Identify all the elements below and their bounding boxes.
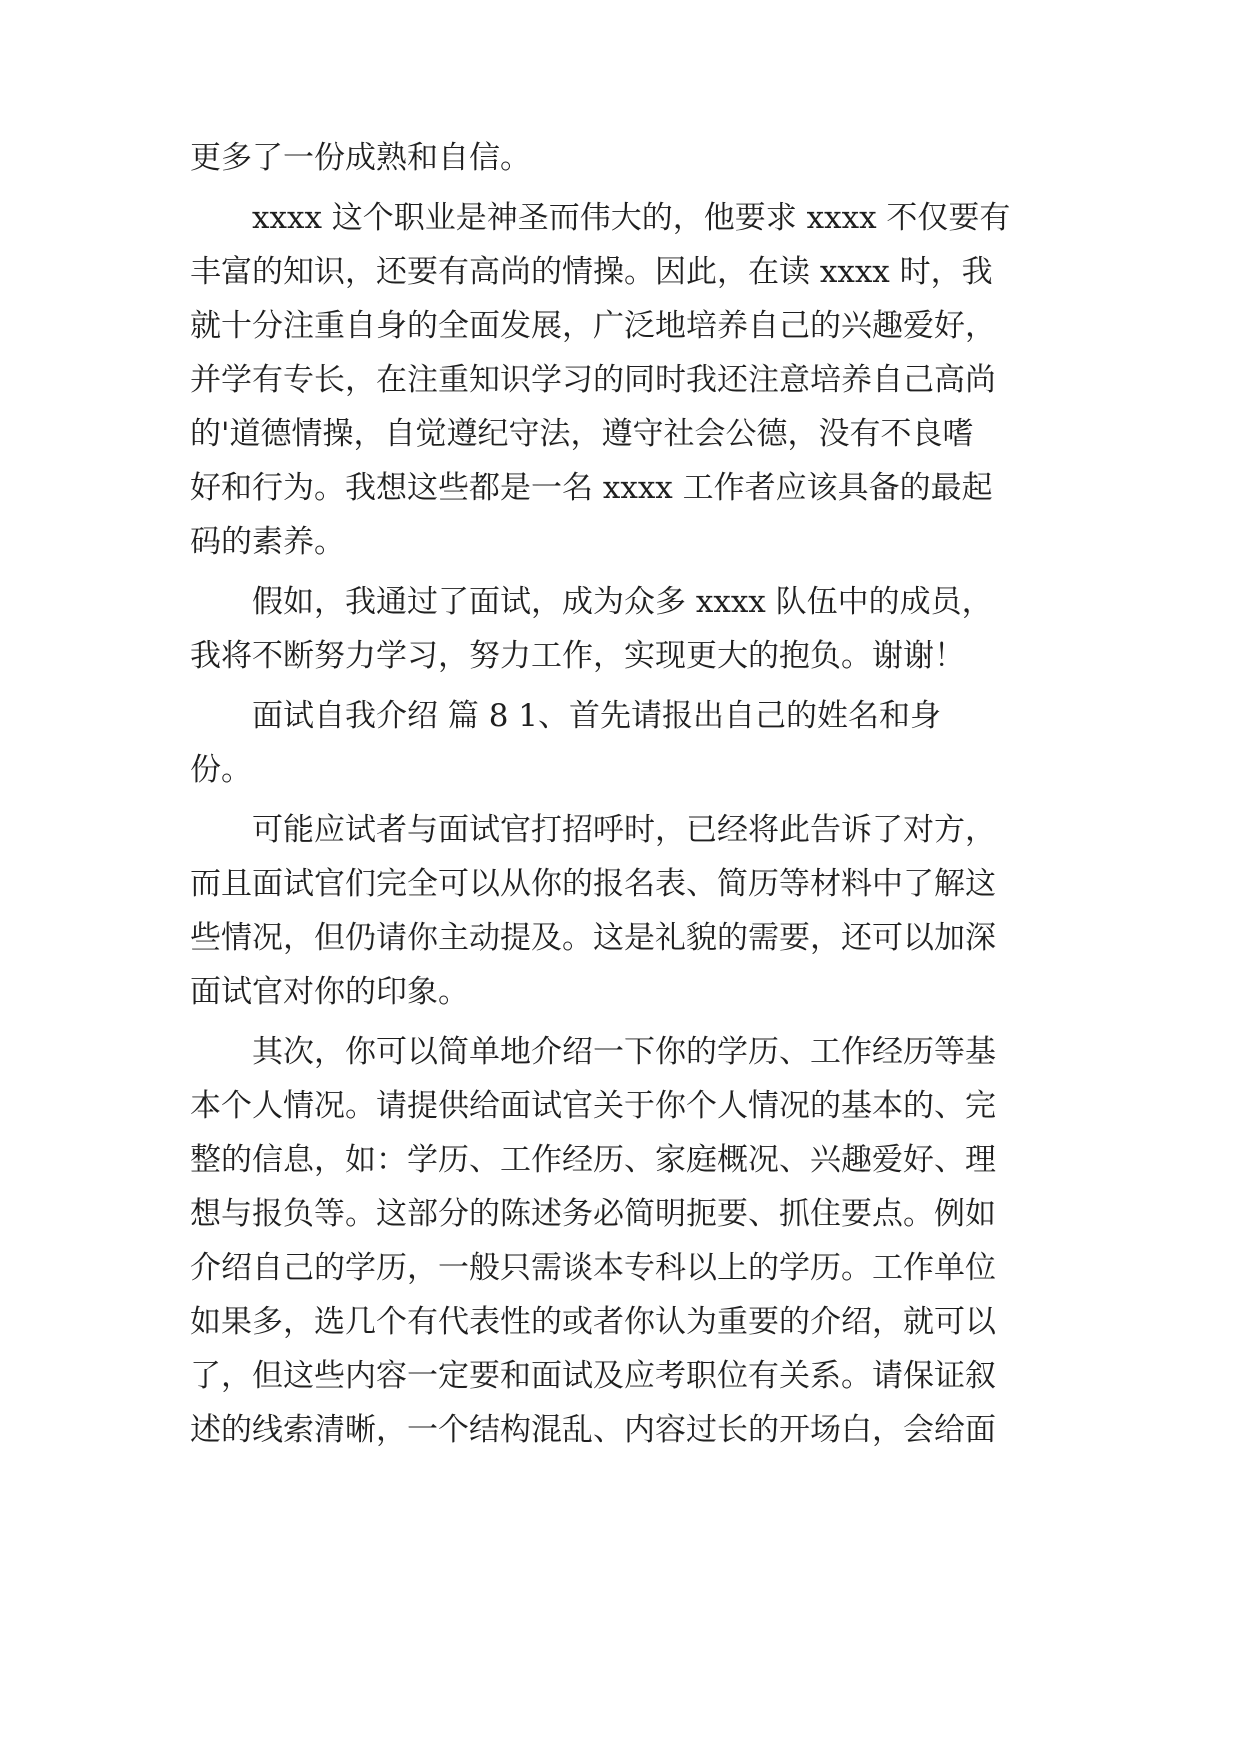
text-line: 述的线索清晰，一个结构混乱、内容过长的开场白，会给面 (190, 1412, 996, 1448)
text-line: 好和行为。我想这些都是一名 xxxx 工作者应该具备的最起 (190, 470, 993, 506)
text-line: 可能应试者与面试官打招呼时，已经将此告诉了对方， (252, 812, 996, 848)
text-line: 了，但这些内容一定要和面试及应考职位有关系。请保证叙 (190, 1358, 996, 1394)
section-heading: 面试自我介绍 篇 8 1、首先请报出自己的姓名和身 (252, 698, 942, 734)
text-line: 份。 (190, 752, 252, 788)
text-line: 的'道德情操，自觉遵纪守法，遵守社会公德，没有不良嗜 (190, 416, 974, 452)
text-line: xxxx 这个职业是神圣而伟大的，他要求 xxxx 不仅要有 (252, 200, 1011, 236)
text-line: 更多了一份成熟和自信。 (190, 140, 531, 176)
text-line: 丰富的知识，还要有高尚的情操。因此，在读 xxxx 时，我 (190, 254, 993, 290)
text-line: 想与报负等。这部分的陈述务必简明扼要、抓住要点。例如 (190, 1196, 996, 1232)
text-line: 而且面试官们完全可以从你的报名表、简历等材料中了解这 (190, 866, 996, 902)
text-line: 码的素养。 (190, 524, 345, 560)
text-line: 我将不断努力学习，努力工作，实现更大的抱负。谢谢！ (190, 638, 965, 674)
text-line: 其次，你可以简单地介绍一下你的学历、工作经历等基 (252, 1034, 996, 1070)
text-line: 整的信息，如：学历、工作经历、家庭概况、兴趣爱好、理 (190, 1142, 996, 1178)
text-line: 假如，我通过了面试，成为众多 xxxx 队伍中的成员， (252, 584, 993, 620)
text-line: 面试官对你的印象。 (190, 974, 469, 1010)
text-line: 如果多，选几个有代表性的或者你认为重要的介绍，就可以 (190, 1304, 996, 1340)
text-line: 并学有专长，在注重知识学习的同时我还注意培养自己高尚 (190, 362, 996, 398)
text-line: 本个人情况。请提供给面试官关于你个人情况的基本的、完 (190, 1088, 996, 1124)
text-line: 就十分注重自身的全面发展，广泛地培养自己的兴趣爱好， (190, 308, 996, 344)
text-line: 介绍自己的学历，一般只需谈本专科以上的学历。工作单位 (190, 1250, 996, 1286)
text-line: 些情况，但仍请你主动提及。这是礼貌的需要，还可以加深 (190, 920, 996, 956)
